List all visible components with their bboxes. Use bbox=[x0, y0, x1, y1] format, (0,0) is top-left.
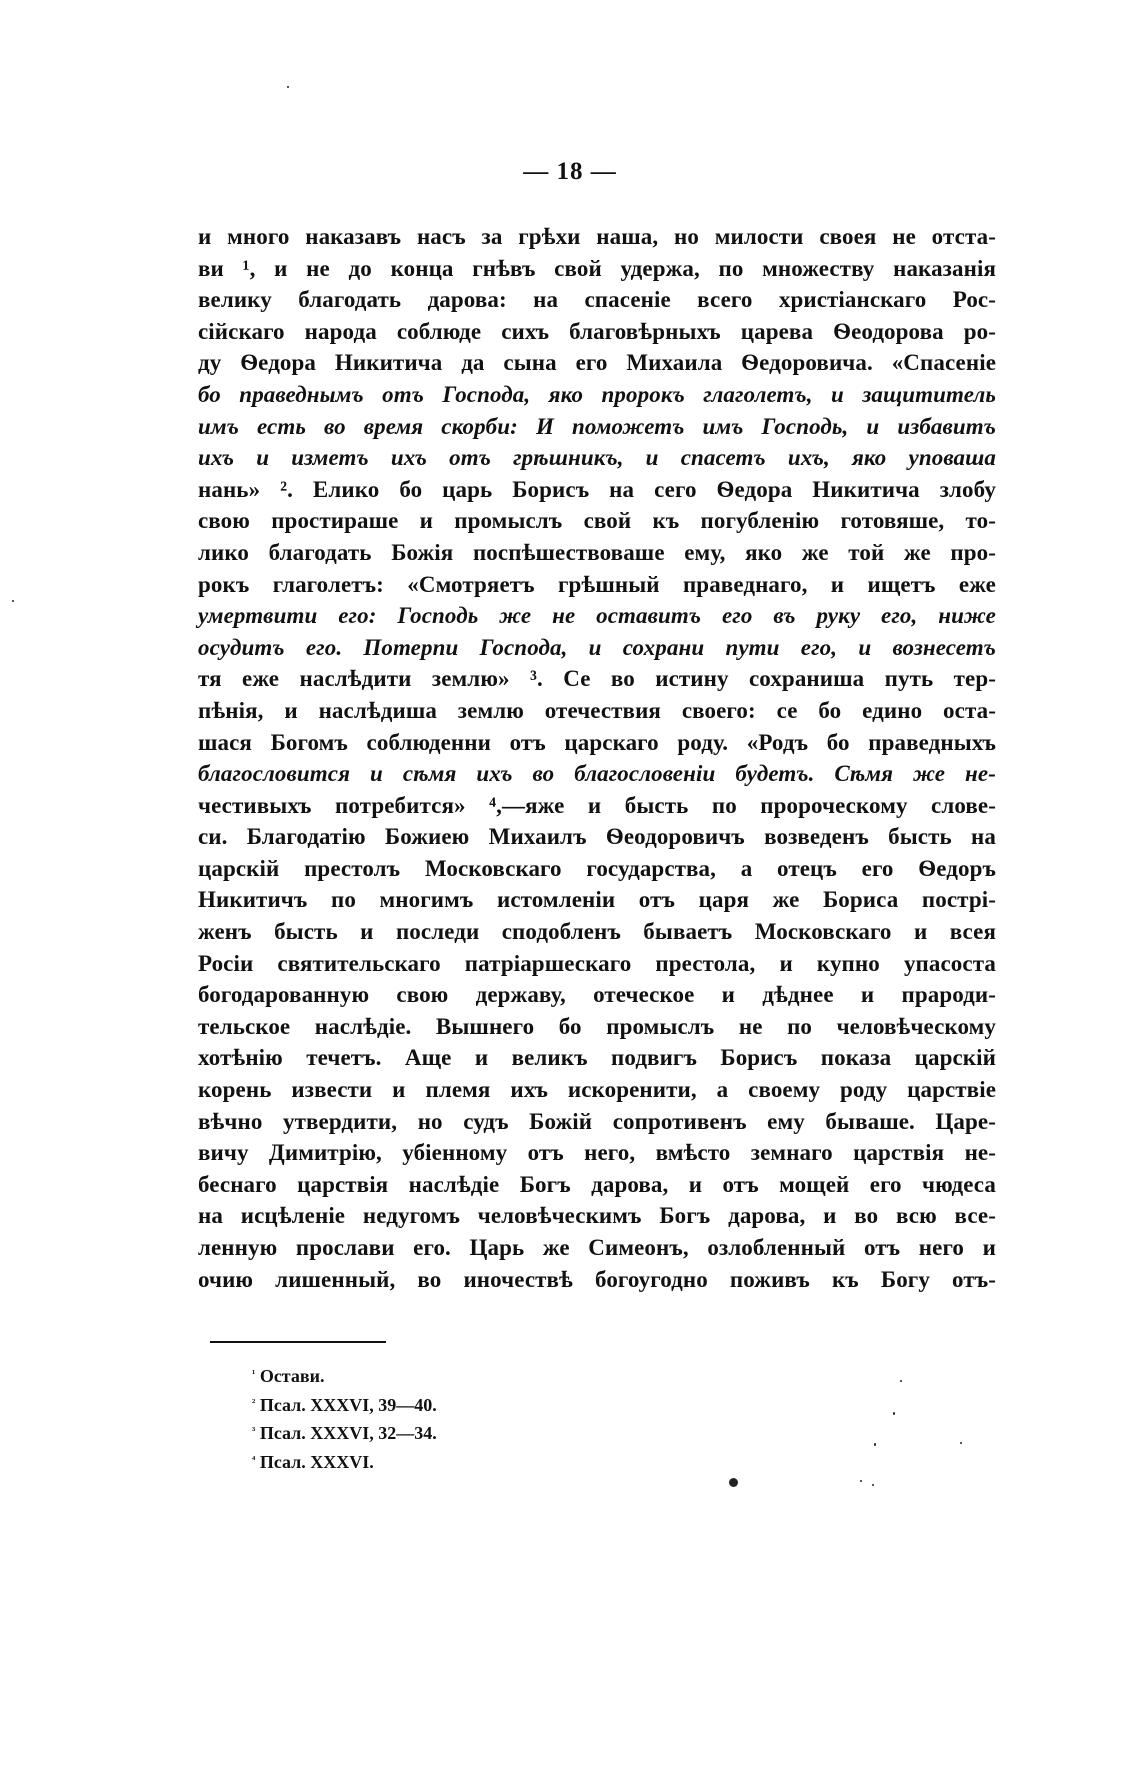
text-line: тельское наслѣдіе. Вышнего бо промыслъ не по человѣческому bbox=[198, 1013, 996, 1039]
footnote bbox=[252, 1417, 752, 1446]
text-line: рокъ глаголетъ: «Смотряетъ грѣшный праведнаго, и ищетъ еже bbox=[198, 571, 996, 597]
scan-speck bbox=[860, 1480, 862, 1482]
footnote-mark: ³ bbox=[252, 1425, 256, 1437]
footnote-mark: ¹ bbox=[252, 1368, 256, 1380]
text-line: и много наказавъ насъ за грѣхи наша, но милости своея не отста- bbox=[198, 224, 996, 249]
text-line-italic: ихъ и изметъ ихъ отъ грѣшникъ, и спасетъ ихъ, яко уповаша bbox=[198, 445, 996, 471]
text-line: вичу Димитрію, убіенному отъ него, вмѣсто земнаго царствія не- bbox=[198, 1140, 996, 1166]
scan-speck bbox=[287, 86, 289, 88]
footnotes bbox=[252, 1360, 752, 1474]
text-line: ду Ѳедора Никитича да сына его Михаила Ѳедоровича. «Спасеніе bbox=[198, 350, 996, 376]
scan-speck bbox=[729, 1478, 738, 1487]
text-line: свою простираше и промыслъ свой къ погубленію готовяше, то- bbox=[198, 508, 996, 534]
text-line: ви ¹, и не до конца гнѣвъ свой удержа, по множеству наказанія bbox=[198, 255, 996, 281]
footnote-text: Псал. XXXVI. bbox=[259, 1451, 374, 1472]
text-line: на исцѣленіе недугомъ человѣческимъ Богъ дарова, и во всю все- bbox=[198, 1203, 996, 1229]
text-line: Росіи святительскаго патріаршескаго престола, и купно упасоста bbox=[198, 950, 996, 976]
footnote-text: Псал. XXXVI, 32—34. bbox=[259, 1423, 437, 1443]
body-text bbox=[198, 221, 996, 1295]
text-line-italic: имъ есть во время скорби: И поможетъ имъ Господь, и избавитъ bbox=[198, 413, 996, 439]
text-line: честивыхъ потребится» ⁴,—яже и бысть по пророческому слове- bbox=[198, 792, 996, 818]
footnote-mark: ² bbox=[252, 1396, 256, 1409]
text-line: ленную прослави его. Царь же Симеонъ, озлобленный отъ него и bbox=[198, 1235, 996, 1260]
text-line: вѣчно утвердити, но судъ Божій сопротивенъ ему бываше. Царе- bbox=[198, 1108, 996, 1134]
footnote-text: Псал. XXXVI, 39—40. bbox=[259, 1394, 437, 1415]
text-line: сійскаго народа соблюде сихъ благовѣрныхъ царева Ѳеодорова ро- bbox=[198, 318, 996, 344]
footnote-divider bbox=[210, 1341, 386, 1343]
text-line: си. Благодатію Божиею Михаилъ Ѳеодоровичъ возведенъ бысть на bbox=[198, 824, 996, 850]
text-line-italic: осудитъ его. Потерпи Господа, и сохрани пути его, и вознесетъ bbox=[198, 634, 996, 660]
text-line: лико благодать Божія поспѣшествоваше ему, яко же той же про- bbox=[198, 539, 996, 565]
text-line-italic: умертвити его: Господь же не оставитъ его въ руку его, ниже bbox=[198, 603, 996, 629]
text-line: хотѣнію течетъ. Аще и великъ подвигъ Борисъ показа царскій bbox=[198, 1045, 996, 1071]
text-line: тя еже наслѣдити землю» ³. Се во истину сохраниша путь тер- bbox=[198, 666, 996, 692]
scan-speck bbox=[960, 1442, 962, 1444]
scan-speck bbox=[12, 600, 14, 602]
scan-speck bbox=[893, 1412, 895, 1415]
footnote bbox=[252, 1389, 752, 1418]
text-line: Никитичъ по многимъ истомленіи отъ царя же Бориса пострі- bbox=[198, 887, 996, 913]
text-line: очию лишенный, во иночествѣ богоугодно поживъ къ Богу отъ- bbox=[198, 1266, 996, 1292]
footnote bbox=[252, 1446, 752, 1475]
footnote-mark: ⁴ bbox=[252, 1453, 256, 1466]
text-line-italic: благословится и сѣмя ихъ во благословеніи будетъ. Сѣмя же не- bbox=[198, 761, 996, 787]
text-line: велику благодать дарова: на спасеніе всего христіанскаго Рос- bbox=[198, 287, 996, 313]
scan-speck bbox=[874, 1443, 876, 1446]
footnote bbox=[252, 1360, 752, 1389]
scan-speck bbox=[872, 1484, 874, 1486]
footnote-text: Остави. bbox=[259, 1366, 325, 1386]
text-line: корень извести и племя ихъ искоренити, а своему роду царствіе bbox=[198, 1077, 996, 1103]
scan-speck bbox=[900, 1380, 902, 1382]
text-line: нань» ². Елико бо царь Борисъ на сего Ѳедора Никитича злобу bbox=[198, 476, 996, 502]
text-line-italic: бо праведнымъ отъ Господа, яко пророкъ глаголетъ, и защититель bbox=[198, 381, 996, 407]
text-line: беснаго царствія наслѣдіе Богъ дарова, и отъ мощей его чюдеса bbox=[198, 1171, 996, 1197]
text-line: царскій престолъ Московскаго государства, а отецъ его Ѳедоръ bbox=[198, 855, 996, 881]
text-line: женъ бысть и последи сподобленъ бываетъ Московскаго и всея bbox=[198, 919, 996, 945]
text-line: пѣнія, и наслѣдиша землю отечествия своего: се бо едино оста- bbox=[198, 697, 996, 723]
text-line: богодарованную свою державу, отеческое и дѣднее и прароди- bbox=[198, 982, 996, 1008]
page-number: — 18 — bbox=[523, 158, 617, 185]
text-line: шася Богомъ соблюденни отъ царскаго роду. «Родъ бо праведныхъ bbox=[198, 729, 996, 755]
